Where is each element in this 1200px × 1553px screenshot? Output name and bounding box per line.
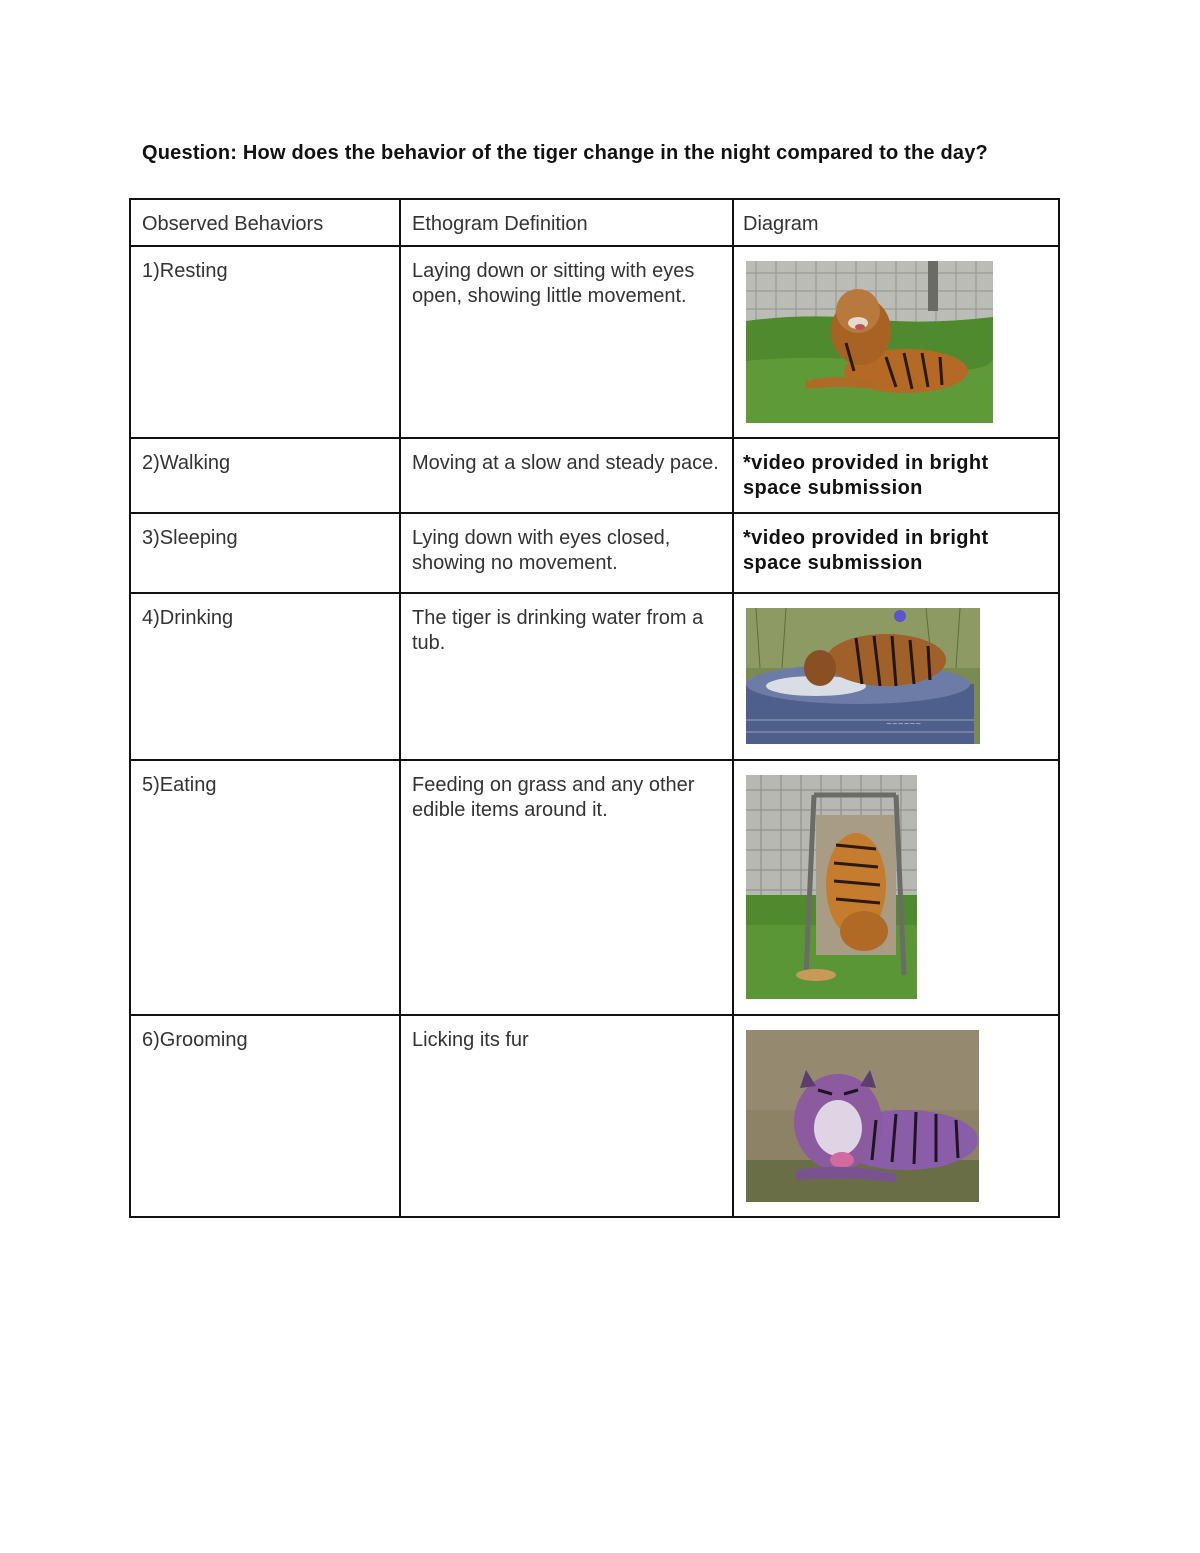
behavior-cell: 2)Walking [142,452,231,474]
table-row [130,593,1059,760]
tiger-eating-photo [746,775,917,999]
definition-cell: The tiger is drinking water from a tub. [412,607,704,654]
video-note: *video provided in bright space submission [743,452,989,499]
table-row [130,246,1059,438]
behavior-cell: 4)Drinking [142,607,234,629]
behavior-cell: 1)Resting [142,260,228,282]
header-observed-behaviors: Observed Behaviors [142,213,324,235]
behavior-cell: 3)Sleeping [142,527,238,549]
definition-cell: Laying down or sitting with eyes open, showing little movement. [412,260,695,307]
tiger-resting-photo [746,261,993,423]
video-note: *video provided in bright space submission [743,527,989,574]
table-row [130,760,1059,1015]
ethogram-table [129,198,1060,1218]
behavior-cell: 5)Eating [142,774,217,796]
table-row [130,513,1059,593]
tiger-drinking-photo [746,608,980,744]
header-ethogram-definition: Ethogram Definition [412,213,588,235]
definition-cell: Moving at a slow and steady pace. [412,452,719,474]
svg-text:~~~~~~: ~~~~~~ [886,720,922,728]
tiger-grooming-photo [746,1030,979,1202]
table-row [130,438,1059,513]
definition-cell: Lying down with eyes closed, showing no movement. [412,527,671,574]
header-diagram: Diagram [743,213,819,235]
definition-cell: Feeding on grass and any other edible items around it. [412,774,695,821]
table-header-row [130,199,1059,246]
question-heading: Question: How does the behavior of the tiger change in the night compared to the day? [142,142,988,164]
definition-cell: Licking its fur [412,1029,529,1051]
behavior-cell: 6)Grooming [142,1029,248,1051]
table-row [130,1015,1059,1217]
